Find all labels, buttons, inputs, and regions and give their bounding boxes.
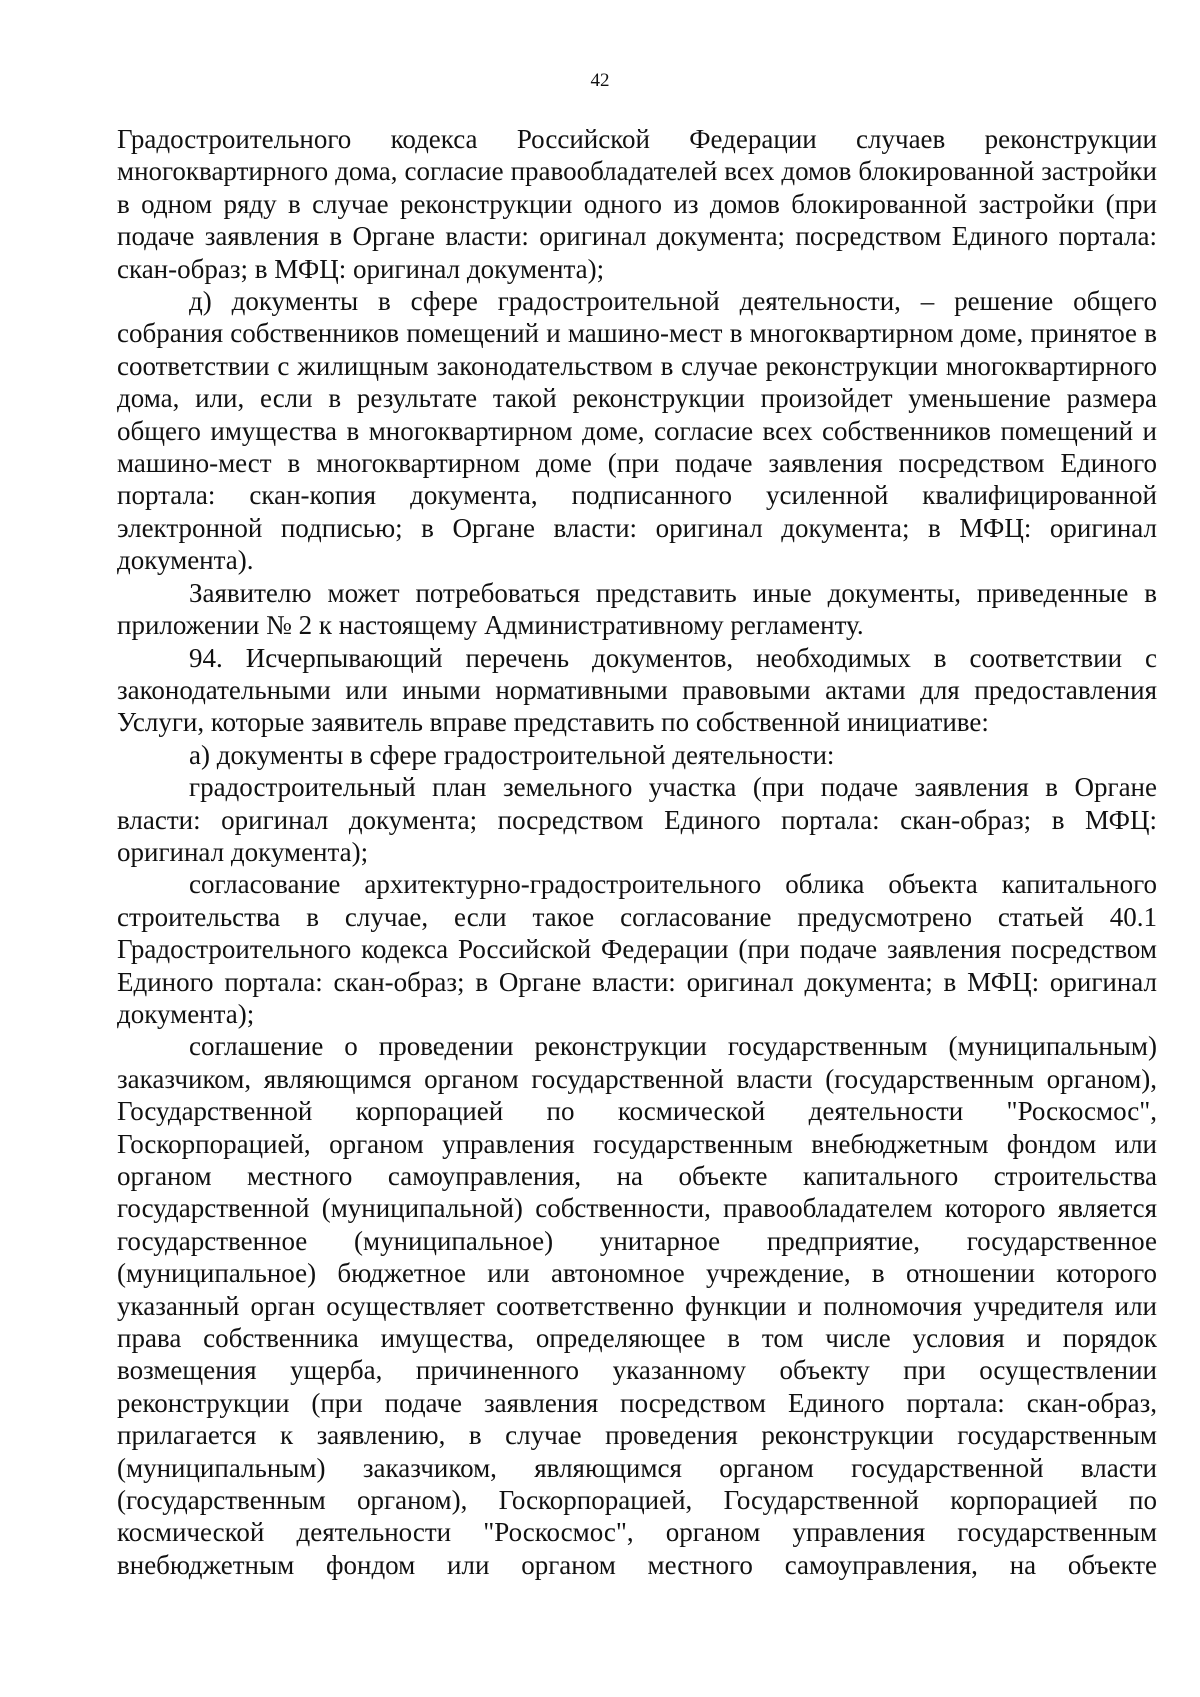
paragraph-item-d: д) документы в сфере градостроительной деятельности, – решение общего собрания собственников помещений и машино-мест в многоквартирном доме, принятое в соответствии с жилищным законодательством в случае реконструкции многоквартирного дома, или, если в результате такой реконструкции произойдет уменьшение размера общего имущества в многоквартирном доме, согласие всех собственников помещений и машино-мест в многоквартирном доме (при подаче заявления посредством Единого портала: скан-копия документа, подписанного усиленной квалифицированной электронной подписью; в Органе власти: оригинал документа; в МФЦ: оригинал документа). [117, 286, 1157, 576]
document-body [117, 123, 1157, 1581]
page-number: 42 [590, 70, 610, 91]
paragraph-urban-plan: градостроительный план земельного участка (при подаче заявления в Органе власти: оригинал документа; посредством Единого портала: скан-образ; в МФЦ: оригинал документа); [117, 772, 1157, 867]
paragraph-continuation: Градостроительного кодекса Российской Федерации случаев реконструкции многоквартирного дома, согласие правообладателей всех домов блокированной застройки в одном ряду в случае реконструкции одного из домов блокированной застройки (при подаче заявления в Органе власти: оригинал документа; посредством Единого портала: скан-образ; в МФЦ: оригинал документа); [117, 124, 1157, 284]
paragraph-94: 94. Исчерпывающий перечень документов, необходимых в соответствии с законодательными или иными нормативными правовыми актами для предоставления Услуги, которые заявитель вправе представить по собственной инициативе: [117, 642, 1157, 738]
paragraph-reconstruction-agreement: соглашение о проведении реконструкции государственным (муниципальным) заказчиком, являющимся органом государственной власти (государственным органом), Государственной корпорацией по космической деятельности "Роскосмос", Госкорпорацией, органом управления государственным внебюджетным фондом или органом местного самоуправления, на объекте капитального строительства государственной (муниципальной) собственности, правообладателем которого является государственное (муниципальное) унитарное предприятие, государственное (муниципальное) бюджетное или автономное учреждение, в отношении которого указанный орган осуществляет соответственно функции и полномочия учредителя или права собственника имущества, определяющее в том числе условия и порядок возмещения ущерба, причиненного указанному объекту при осуществлении реконструкции (при подаче заявления посредством Единого портала: скан-образ, прилагается к заявлению, в случае проведения реконструкции государственным (муниципальным) заказчиком, являющимся органом государственной власти (государственным органом), Госкорпорацией, Государственной корпорацией по космической деятельности "Роскосмос", органом управления государственным внебюджетным фондом или органом местного самоуправления, на объекте [117, 1031, 1157, 1580]
paragraph-item-a: а) документы в сфере градостроительной деятельности: [189, 739, 835, 770]
paragraph-architectural-approval: согласование архитектурно-градостроительного облика объекта капитального строительства в случае, если такое согласование предусмотрено статьей 40.1 Градостроительного кодекса Российской Федерации (при подаче заявления посредством Единого портала: скан-образ; в Органе власти: оригинал документа; в МФЦ: оригинал документа); [117, 869, 1157, 1029]
paragraph-other-documents: Заявителю может потребоваться представить иные документы, приведенные в приложении № 2 к настоящему Административному регламенту. [117, 577, 1157, 641]
